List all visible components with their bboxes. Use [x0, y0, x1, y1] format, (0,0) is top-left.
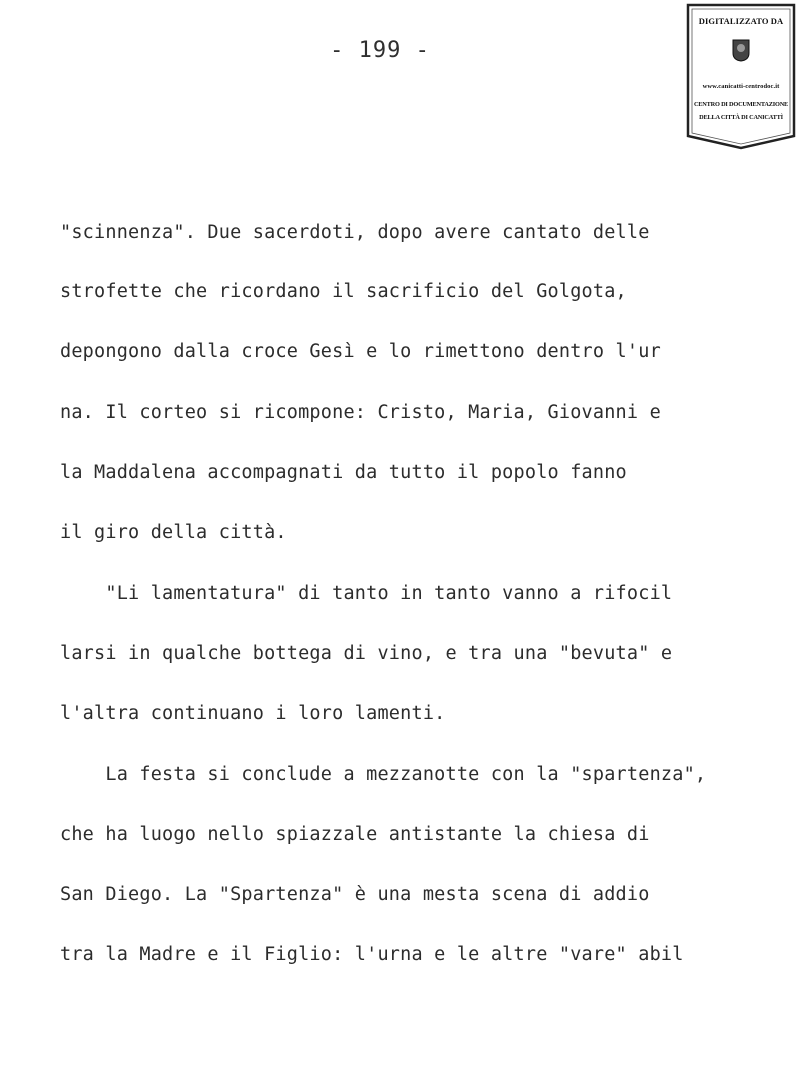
- text-line: na. Il corteo si ricompone: Cristo, Maria, Giovanni e: [60, 402, 661, 423]
- digitization-stamp: [685, 2, 797, 150]
- text-line: depongono dalla croce Gesì e lo rimettono dentro l'ur: [60, 341, 661, 362]
- stamp-org-line2: DELLA CITTÀ DI CANICATTÌ: [699, 114, 783, 121]
- stamp-url: www.canicatti-centrodoc.it: [702, 83, 780, 90]
- page-number: - 199 -: [330, 38, 430, 63]
- text-line: tra la Madre e il Figlio: l'urna e le altre "vare" abil: [60, 944, 684, 965]
- text-line: La festa si conclude a mezzanotte con la "spartenza",: [60, 764, 707, 785]
- text-line: larsi in qualche bottega di vino, e tra una "bevuta" e: [60, 643, 673, 664]
- text-line: strofette che ricordano il sacrificio del Golgota,: [60, 281, 627, 302]
- stamp-org-line1: CENTRO DI DOCUMENTAZIONE: [693, 101, 789, 108]
- text-line: il giro della città.: [60, 522, 287, 543]
- stamp-title: DIGITALIZZATO DA: [698, 16, 784, 26]
- text-line: "scinnenza". Due sacerdoti, dopo avere cantato delle: [60, 222, 650, 243]
- text-line: l'altra continuano i loro lamenti.: [60, 703, 446, 724]
- text-line: San Diego. La "Spartenza" è una mesta scena di addio: [60, 884, 650, 905]
- text-line: la Maddalena accompagnati da tutto il popolo fanno: [60, 462, 627, 483]
- text-line: "Li lamentatura" di tanto in tanto vanno a rifocil: [60, 583, 673, 604]
- coat-of-arms-icon: [732, 38, 750, 62]
- text-line: che ha luogo nello spiazzale antistante la chiesa di: [60, 824, 650, 845]
